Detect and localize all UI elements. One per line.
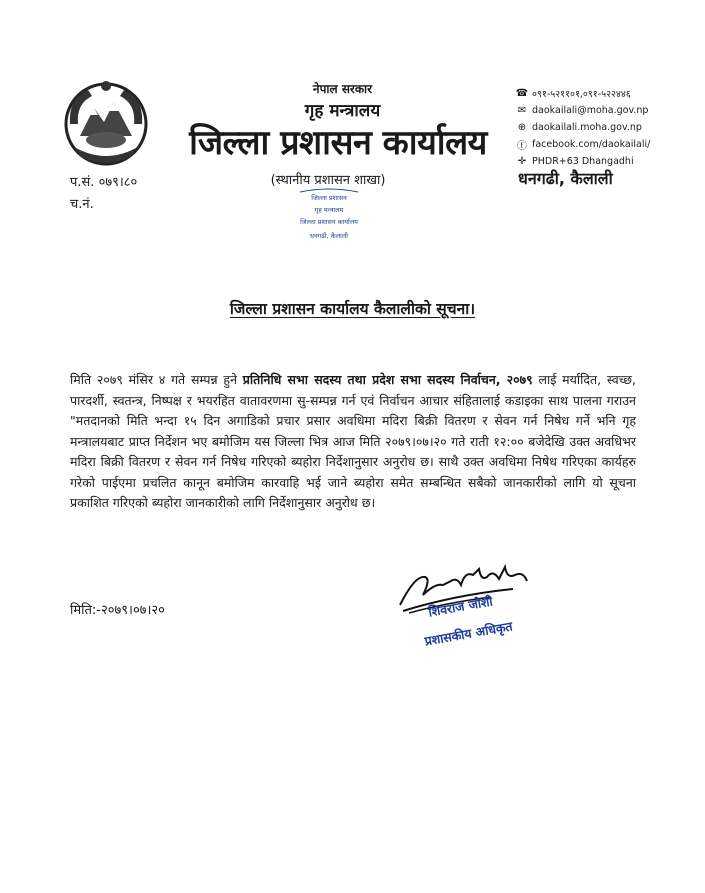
dispatch-number: च.नं. [70,197,94,212]
seal-line-2: गृह मन्त्रालय [314,206,344,214]
contact-phone: ☎ ०९१-५२११०१,०९१-५२२४४६ [515,88,631,100]
ministry-name: गृह मन्त्रालय [304,101,381,121]
seal-line-1: जिल्ला प्रशासन [311,194,347,202]
phone-icon: ☎ [515,88,529,99]
notice-title: जिल्ला प्रशासन कार्यालय कैलालीको सूचना। [229,300,476,318]
facebook-icon: ⓕ [517,141,527,152]
section-name: (स्थानीय प्रशासन शाखा) [270,173,386,188]
government-name: नेपाल सरकार [312,82,373,96]
election-name: प्रतिनिधि सभा सदस्य तथा प्रदेश सभा सदस्य निर्वाचन, २०७९ [242,372,533,387]
contact-email: ✉ daokailali@moha.gov.np [517,105,649,116]
office-location: धनगढी, कैलाली [518,169,613,188]
notice-date: मिति:-२०७९।०७।२० [70,603,165,618]
contact-facebook: ⓕ facebook.com/daokailali/ [517,139,651,152]
seal-line-3: जिल्ला प्रशासन कार्यालय [300,218,358,226]
office-name: जिल्ला प्रशासन कार्यालय [189,123,487,163]
reference-number: प.सं. ०७९।८० [70,175,138,190]
signatory-name: शिवराज जोशी [427,593,494,620]
email-icon: ✉ [517,105,527,116]
notice-body: मिति २०७९ मंसिर ४ गते सम्पन्न हुने प्रतिनिधि सभा सदस्य तथा प्रदेश सभा सदस्य निर्वाचन, २०७९ लाई मर्यादित, स्वच्छ, पारदर्शी, स्वतन्त्र, निष्पक्ष र भयरहित वातावरणमा सु-सम्पन्न गर्न एवं निर्वाचन आचार संहितालाई कडाइका साथ पालना गराउन "मतदानको मिति भन्दा १५ दिन अगाडिको प्रचार प्रसार अवधिमा मदिरा बिक्री वितरण र सेवन गर्न निषेध गर्ने भनि गृह मन्त्रालयबाट प्राप्त निर्देशन भए बमोजिम यस जिल्ला भित्र आज मिति २०७९।०७।२० गते राती १२:०० बजेदेखि उक्त अवधिभर मदिरा बिक्री वितरण र सेवन गर्न निषेध गरिएको ब्यहोरा निर्देशानुसार अनुरोध छ। साथै उक्त अवधिमा निषेध गरिएका कार्यहरु गरेको पाईएमा प्रचलित कानून बमोजिम कारवाहि भई जाने ब्यहोरा समेत सम्बन्धित सबैको जानकारीको लागि यो सूचना प्रकाशित गरिएको ब्यहोरा जानकारीको लागि निर्देशानुसार अनुरोध छ। [70,372,636,510]
seal-line-4: धनगढी, कैलाली [310,232,348,240]
signatory-title: प्रशासकीय अधिकृत [423,618,514,649]
contact-location: ✛ PHDR+63 Dhangadhi [517,156,634,167]
web-icon: ⊕ [517,122,527,133]
office-seal-stamp [294,188,364,246]
contact-web: ⊕ daokailali.moha.gov.np [517,122,642,133]
contact-list [516,85,666,170]
location-icon: ✛ [517,156,527,167]
